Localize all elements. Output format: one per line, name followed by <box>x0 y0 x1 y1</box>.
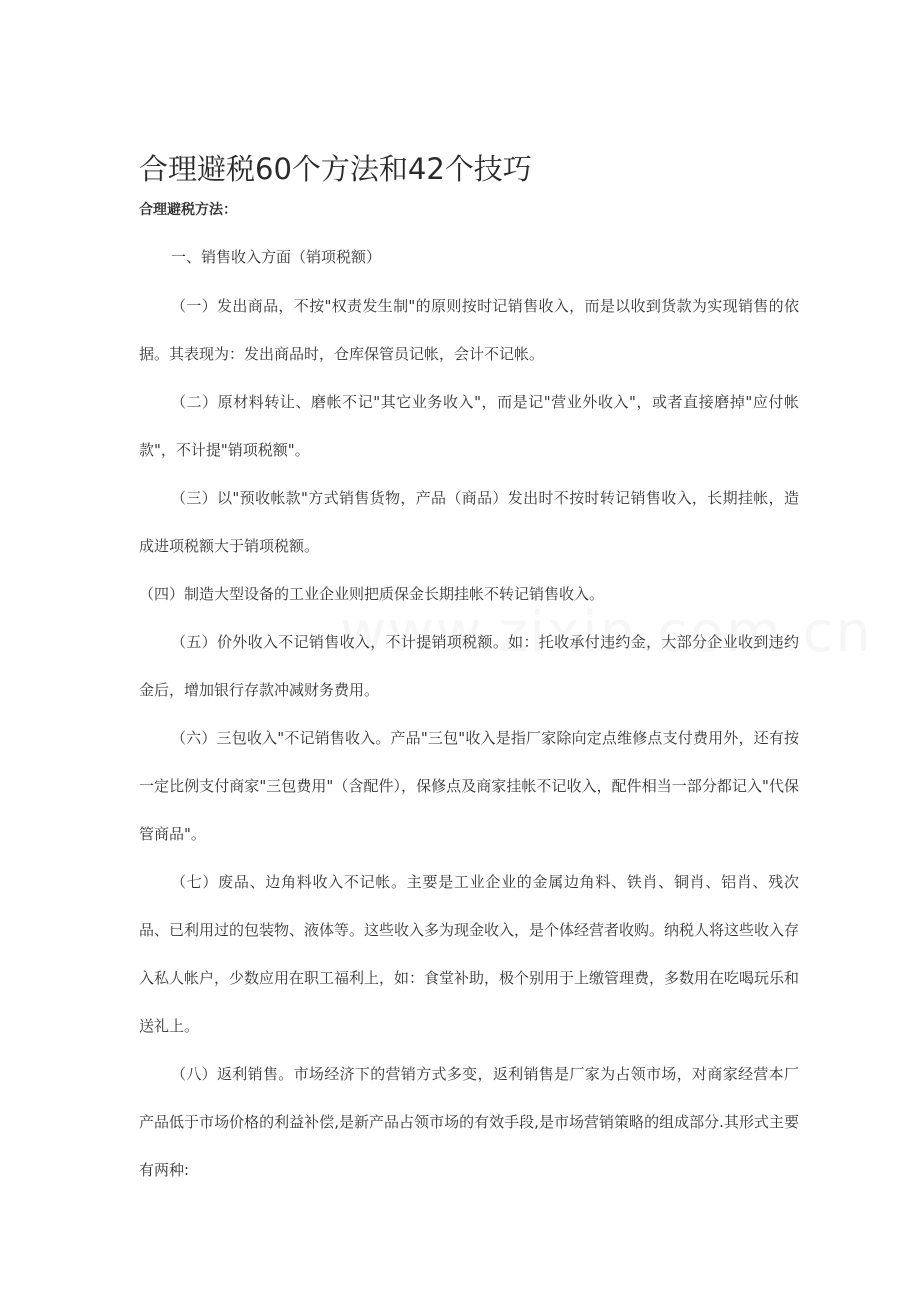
document-subheading: 合理避税方法： <box>139 202 237 218</box>
paragraph: （一）发出商品，不按"权责发生制"的原则按时记销售收入，而是以收到货款为实现销售的依据。其表现为：发出商品时，仓库保管员记帐，会计不记帐。 <box>139 297 799 363</box>
document-body <box>139 282 799 1194</box>
paragraph: （三）以"预收帐款"方式销售货物，产品（商品）发出时不按时转记销售收入，长期挂帐，造成进项税额大于销项税额。 <box>139 489 799 555</box>
paragraph: （二）原材料转让、磨帐不记"其它业务收入"，而是记"营业外收入"，或者直接磨掉"应付帐款"，不计提"销项税额"。 <box>139 393 799 459</box>
section-heading: 一、销售收入方面（销项税额） <box>171 248 382 266</box>
paragraph: （七）废品、边角料收入不记帐。主要是工业企业的金属边角料、铁肖、铜肖、铝肖、残次品、已利用过的包装物、液体等。这些收入多为现金收入，是个体经营者收购。纳税人将这些收入存入私人帐户，少数应用在职工福利上，如：食堂补助，极个别用于上缴管理费，多数用在吃喝玩乐和送礼上。 <box>139 873 800 1035</box>
document-title: 合理避税60个方法和42个技巧 <box>139 152 532 187</box>
paragraph: （五）价外收入不记销售收入，不计提销项税额。如：托收承付违约金，大部分企业收到违约金后，增加银行存款冲减财务费用。 <box>139 633 799 699</box>
paragraph: （八）返利销售。市场经济下的营销方式多变，返利销售是厂家为占领市场，对商家经营本厂产品低于市场价格的利益补偿,是新产品占领市场的有效手段,是市场营销策略的组成部分.其形式主要有两种: <box>139 1065 799 1179</box>
paragraph: （四）制造大型设备的工业企业则把质保金长期挂帐不转记销售收入。 <box>139 585 605 603</box>
paragraph: （六）三包收入"不记销售收入。产品"三包"收入是指厂家除向定点维修点支付费用外，还有按一定比例支付商家"三包费用"（含配件），保修点及商家挂帐不记收入，配件相当一部分都记入"代保管商品"。 <box>139 729 799 843</box>
